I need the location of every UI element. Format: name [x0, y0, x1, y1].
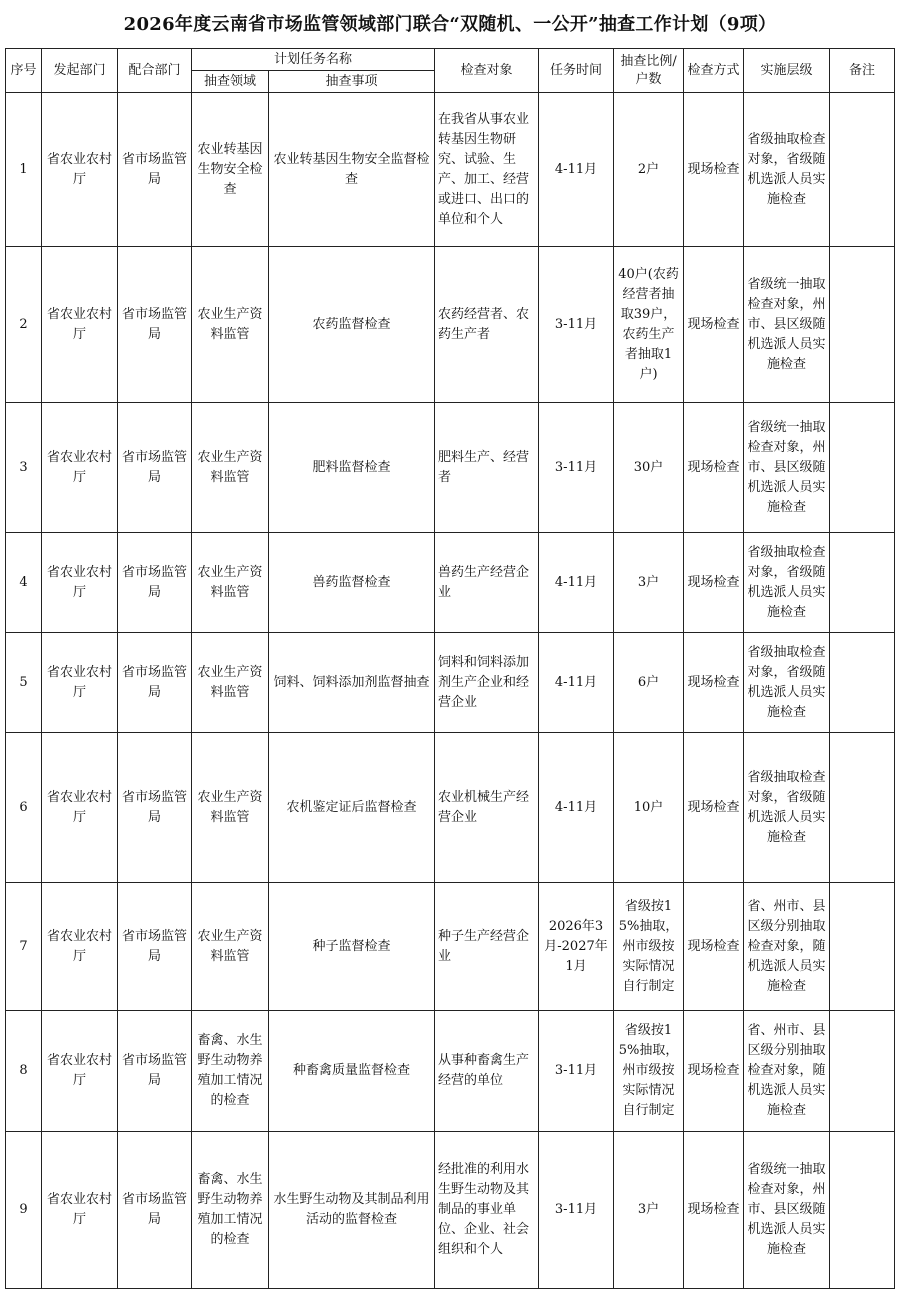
cell-field: 畜禽、水生野生动物养殖加工情况的检查: [192, 1011, 269, 1132]
cell-field: 农业生产资料监管: [192, 633, 269, 733]
cell-item: 饲料、饲料添加剂监督抽查: [269, 633, 435, 733]
header-cooperator: 配合部门: [118, 49, 192, 93]
cell-remark: [830, 633, 895, 733]
cell-cooperator: 省市场监管局: [118, 633, 192, 733]
header-target: 检查对象: [435, 49, 539, 93]
header-initiator: 发起部门: [42, 49, 118, 93]
plan-table: [5, 48, 895, 1289]
table-row: [6, 247, 895, 403]
cell-seq: 2: [6, 247, 42, 403]
cell-period: 4-11月: [539, 733, 614, 883]
cell-field: 农业生产资料监管: [192, 883, 269, 1011]
cell-seq: 3: [6, 403, 42, 533]
cell-field: 农业转基因生物安全检查: [192, 93, 269, 247]
header-seq: 序号: [6, 49, 42, 93]
cell-initiator: 省农业农村厅: [42, 533, 118, 633]
cell-period: 3-11月: [539, 403, 614, 533]
cell-level: 省级统一抽取检查对象，州市、县区级随机选派人员实施检查: [744, 403, 830, 533]
cell-remark: [830, 93, 895, 247]
cell-cooperator: 省市场监管局: [118, 1132, 192, 1289]
header-period: 任务时间: [539, 49, 614, 93]
cell-period: 3-11月: [539, 247, 614, 403]
cell-ratio: 省级按15%抽取，州市级按实际情况自行制定: [614, 1011, 684, 1132]
cell-remark: [830, 733, 895, 883]
cell-target: 在我省从事农业转基因生物研究、试验、生产、加工、经营或进口、出口的单位和个人: [435, 93, 539, 247]
cell-method: 现场检查: [684, 93, 744, 247]
cell-period: 3-11月: [539, 1132, 614, 1289]
table-row: [6, 403, 895, 533]
cell-initiator: 省农业农村厅: [42, 883, 118, 1011]
cell-initiator: 省农业农村厅: [42, 93, 118, 247]
cell-method: 现场检查: [684, 733, 744, 883]
cell-initiator: 省农业农村厅: [42, 1011, 118, 1132]
cell-field: 农业生产资料监管: [192, 533, 269, 633]
cell-ratio: 省级按15%抽取，州市级按实际情况自行制定: [614, 883, 684, 1011]
header-method: 检查方式: [684, 49, 744, 93]
table-row: [6, 1011, 895, 1132]
cell-remark: [830, 1132, 895, 1289]
cell-method: 现场检查: [684, 1011, 744, 1132]
cell-level: 省、州市、县区级分别抽取检查对象，随机选派人员实施检查: [744, 883, 830, 1011]
cell-item: 种畜禽质量监督检查: [269, 1011, 435, 1132]
cell-item: 水生野生动物及其制品利用活动的监督检查: [269, 1132, 435, 1289]
cell-cooperator: 省市场监管局: [118, 93, 192, 247]
cell-method: 现场检查: [684, 533, 744, 633]
cell-ratio: 3户: [614, 1132, 684, 1289]
cell-ratio: 6户: [614, 633, 684, 733]
cell-ratio: 30户: [614, 403, 684, 533]
table-row: [6, 93, 895, 247]
cell-seq: 1: [6, 93, 42, 247]
cell-level: 省级抽取检查对象，省级随机选派人员实施检查: [744, 93, 830, 247]
cell-remark: [830, 247, 895, 403]
cell-target: 饲料和饲料添加剂生产企业和经营企业: [435, 633, 539, 733]
cell-target: 肥料生产、经营者: [435, 403, 539, 533]
cell-method: 现场检查: [684, 1132, 744, 1289]
table-row: [6, 533, 895, 633]
cell-seq: 4: [6, 533, 42, 633]
cell-initiator: 省农业农村厅: [42, 733, 118, 883]
cell-cooperator: 省市场监管局: [118, 533, 192, 633]
cell-remark: [830, 883, 895, 1011]
cell-method: 现场检查: [684, 247, 744, 403]
cell-level: 省级统一抽取检查对象，州市、县区级随机选派人员实施检查: [744, 1132, 830, 1289]
cell-initiator: 省农业农村厅: [42, 403, 118, 533]
cell-item: 农药监督检查: [269, 247, 435, 403]
cell-cooperator: 省市场监管局: [118, 403, 192, 533]
table-row: [6, 633, 895, 733]
cell-cooperator: 省市场监管局: [118, 1011, 192, 1132]
cell-cooperator: 省市场监管局: [118, 883, 192, 1011]
header-remark: 备注: [830, 49, 895, 93]
table-row: [6, 883, 895, 1011]
cell-initiator: 省农业农村厅: [42, 247, 118, 403]
cell-ratio: 2户: [614, 93, 684, 247]
cell-item: 兽药监督检查: [269, 533, 435, 633]
cell-field: 农业生产资料监管: [192, 247, 269, 403]
cell-seq: 5: [6, 633, 42, 733]
cell-field: 农业生产资料监管: [192, 403, 269, 533]
cell-seq: 6: [6, 733, 42, 883]
cell-period: 4-11月: [539, 633, 614, 733]
cell-period: 4-11月: [539, 533, 614, 633]
header-level: 实施层级: [744, 49, 830, 93]
cell-ratio: 3户: [614, 533, 684, 633]
header-ratio: 抽查比例/户数: [614, 49, 684, 93]
header-field: 抽查领域: [192, 71, 269, 93]
cell-level: 省级统一抽取检查对象，州市、县区级随机选派人员实施检查: [744, 247, 830, 403]
cell-seq: 7: [6, 883, 42, 1011]
page-title: 2026年度云南省市场监管领域部门联合“双随机、一公开”抽查工作计划（9项）: [123, 14, 777, 35]
cell-target: 经批准的利用水生野生动物及其制品的事业单位、企业、社会组织和个人: [435, 1132, 539, 1289]
cell-remark: [830, 403, 895, 533]
cell-initiator: 省农业农村厅: [42, 1132, 118, 1289]
cell-target: 兽药生产经营企业: [435, 533, 539, 633]
cell-initiator: 省农业农村厅: [42, 633, 118, 733]
cell-ratio: 10户: [614, 733, 684, 883]
cell-target: 农业机械生产经营企业: [435, 733, 539, 883]
cell-level: 省、州市、县区级分别抽取检查对象，随机选派人员实施检查: [744, 1011, 830, 1132]
cell-item: 肥料监督检查: [269, 403, 435, 533]
cell-field: 农业生产资料监管: [192, 733, 269, 883]
cell-method: 现场检查: [684, 403, 744, 533]
cell-period: 2026年3月-2027年1月: [539, 883, 614, 1011]
cell-target: 从事种畜禽生产经营的单位: [435, 1011, 539, 1132]
cell-cooperator: 省市场监管局: [118, 247, 192, 403]
cell-target: 种子生产经营企业: [435, 883, 539, 1011]
cell-period: 3-11月: [539, 1011, 614, 1132]
cell-field: 畜禽、水生野生动物养殖加工情况的检查: [192, 1132, 269, 1289]
cell-item: 种子监督检查: [269, 883, 435, 1011]
table-row: [6, 733, 895, 883]
cell-level: 省级抽取检查对象，省级随机选派人员实施检查: [744, 733, 830, 883]
cell-method: 现场检查: [684, 883, 744, 1011]
cell-item: 农机鉴定证后监督检查: [269, 733, 435, 883]
cell-seq: 8: [6, 1011, 42, 1132]
cell-seq: 9: [6, 1132, 42, 1289]
header-task-group: 计划任务名称: [192, 49, 435, 71]
cell-target: 农药经营者、农药生产者: [435, 247, 539, 403]
cell-level: 省级抽取检查对象，省级随机选派人员实施检查: [744, 533, 830, 633]
cell-ratio: 40户(农药经营者抽取39户，农药生产者抽取1户): [614, 247, 684, 403]
table-row: [6, 1132, 895, 1289]
cell-method: 现场检查: [684, 633, 744, 733]
cell-period: 4-11月: [539, 93, 614, 247]
cell-level: 省级抽取检查对象，省级随机选派人员实施检查: [744, 633, 830, 733]
table-body: [6, 93, 895, 1289]
cell-item: 农业转基因生物安全监督检查: [269, 93, 435, 247]
cell-cooperator: 省市场监管局: [118, 733, 192, 883]
cell-remark: [830, 533, 895, 633]
cell-remark: [830, 1011, 895, 1132]
header-item: 抽查事项: [269, 71, 435, 93]
table-header: [6, 49, 895, 93]
